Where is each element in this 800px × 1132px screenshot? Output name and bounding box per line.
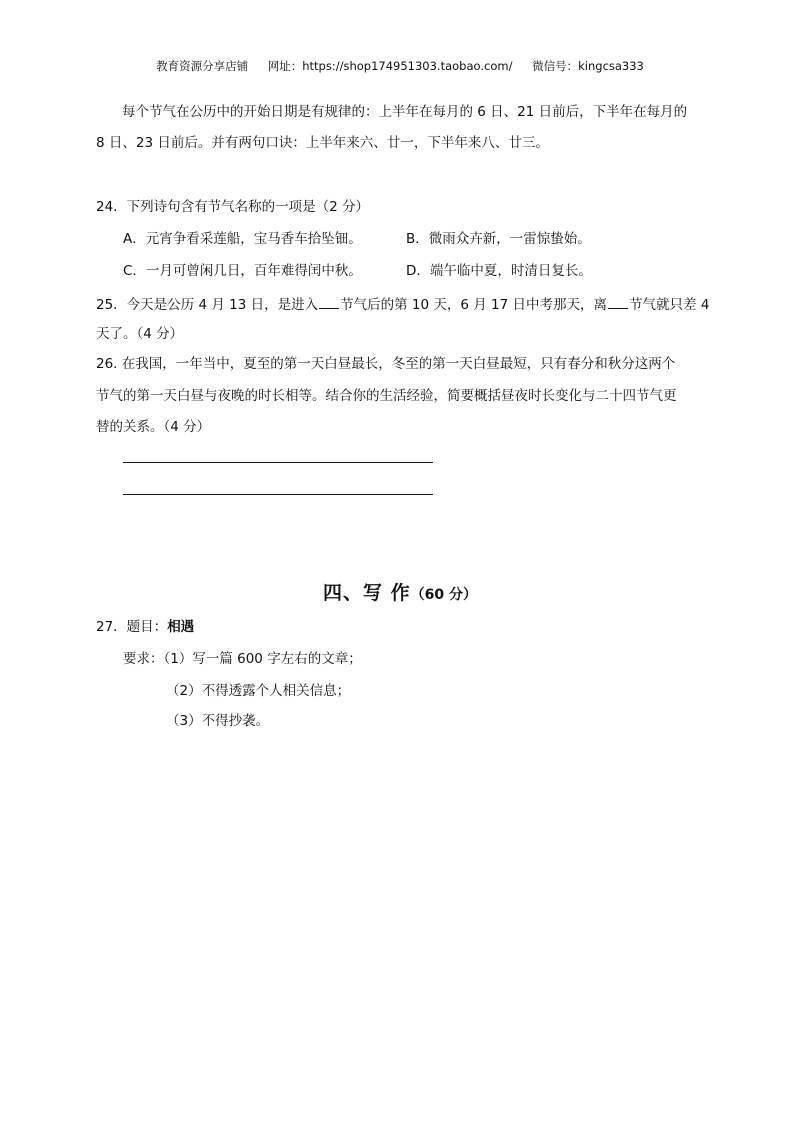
q24-stem: 24．下列诗句含有节气名称的一项是（2 分） <box>96 199 370 215</box>
q25-part-3: 节气就只差 4 <box>629 297 710 313</box>
section-score: （60 分） <box>410 587 477 603</box>
q27-requirement-2: （2）不得透露个人相关信息； <box>166 683 351 699</box>
q26-line-2: 节气的第一天白昼与夜晚的时长相等。结合你的生活经验，简要概括昼夜时长变化与二十四节气更 <box>96 388 677 404</box>
q24-option-b: B．微雨众卉新，一雷惊蛰始。 <box>406 231 591 247</box>
intro-line-2: 8 日、23 日前后。并有两句口诀：上半年来六、廿一，下半年来八、廿三。 <box>96 135 549 151</box>
q24-option-d: D．端午临中夏，时清日复长。 <box>406 263 592 279</box>
section-title-text: 四、写 作 <box>323 582 411 604</box>
header-url: 网址：https://shop174951303.taobao.com/ <box>267 59 513 73</box>
q27-requirement-1: 要求：（1）写一篇 600 字左右的文章； <box>123 651 362 667</box>
q26-line-1: 26. 在我国，一年当中，夏至的第一天白昼最长，冬至的第一天白昼最短，只有春分和秋分这两个 <box>96 356 676 372</box>
header-shop: 教育资源分享店铺 <box>156 59 249 73</box>
q26-answer-line-2 <box>123 494 433 495</box>
q25-line-1 <box>96 294 709 314</box>
header-wechat: 微信号：kingcsa333 <box>532 59 644 73</box>
q25-blank-1 <box>319 294 339 309</box>
q27-title-line <box>96 618 194 636</box>
intro-line-1: 每个节气在公历中的开始日期是有规律的：上半年在每月的 6 日、21 日前后，下半年在每月的 <box>122 104 688 120</box>
q25-part-1: 25．今天是公历 4 月 13 日，是进入 <box>96 297 319 313</box>
q26-answer-line-1 <box>123 462 433 463</box>
q24-option-a: A．元宵争看采莲船，宝马香车拾坠钿。 <box>123 231 362 247</box>
q27-requirement-3: （3）不得抄袭。 <box>166 713 270 729</box>
q27-label: 27．题目： <box>96 619 168 635</box>
q25-line-2: 天了。（4 分） <box>96 326 184 342</box>
q27-topic: 相遇 <box>167 619 195 635</box>
q25-blank-2 <box>608 294 628 309</box>
page-header <box>0 58 800 74</box>
q24-option-c: C．一月可曾闲几日，百年难得闰中秋。 <box>123 263 362 279</box>
q26-line-3: 替的关系。（4 分） <box>96 419 211 435</box>
section-title <box>0 578 800 605</box>
q25-part-2: 节气后的第 10 天，6 月 17 日中考那天，离 <box>340 297 608 313</box>
